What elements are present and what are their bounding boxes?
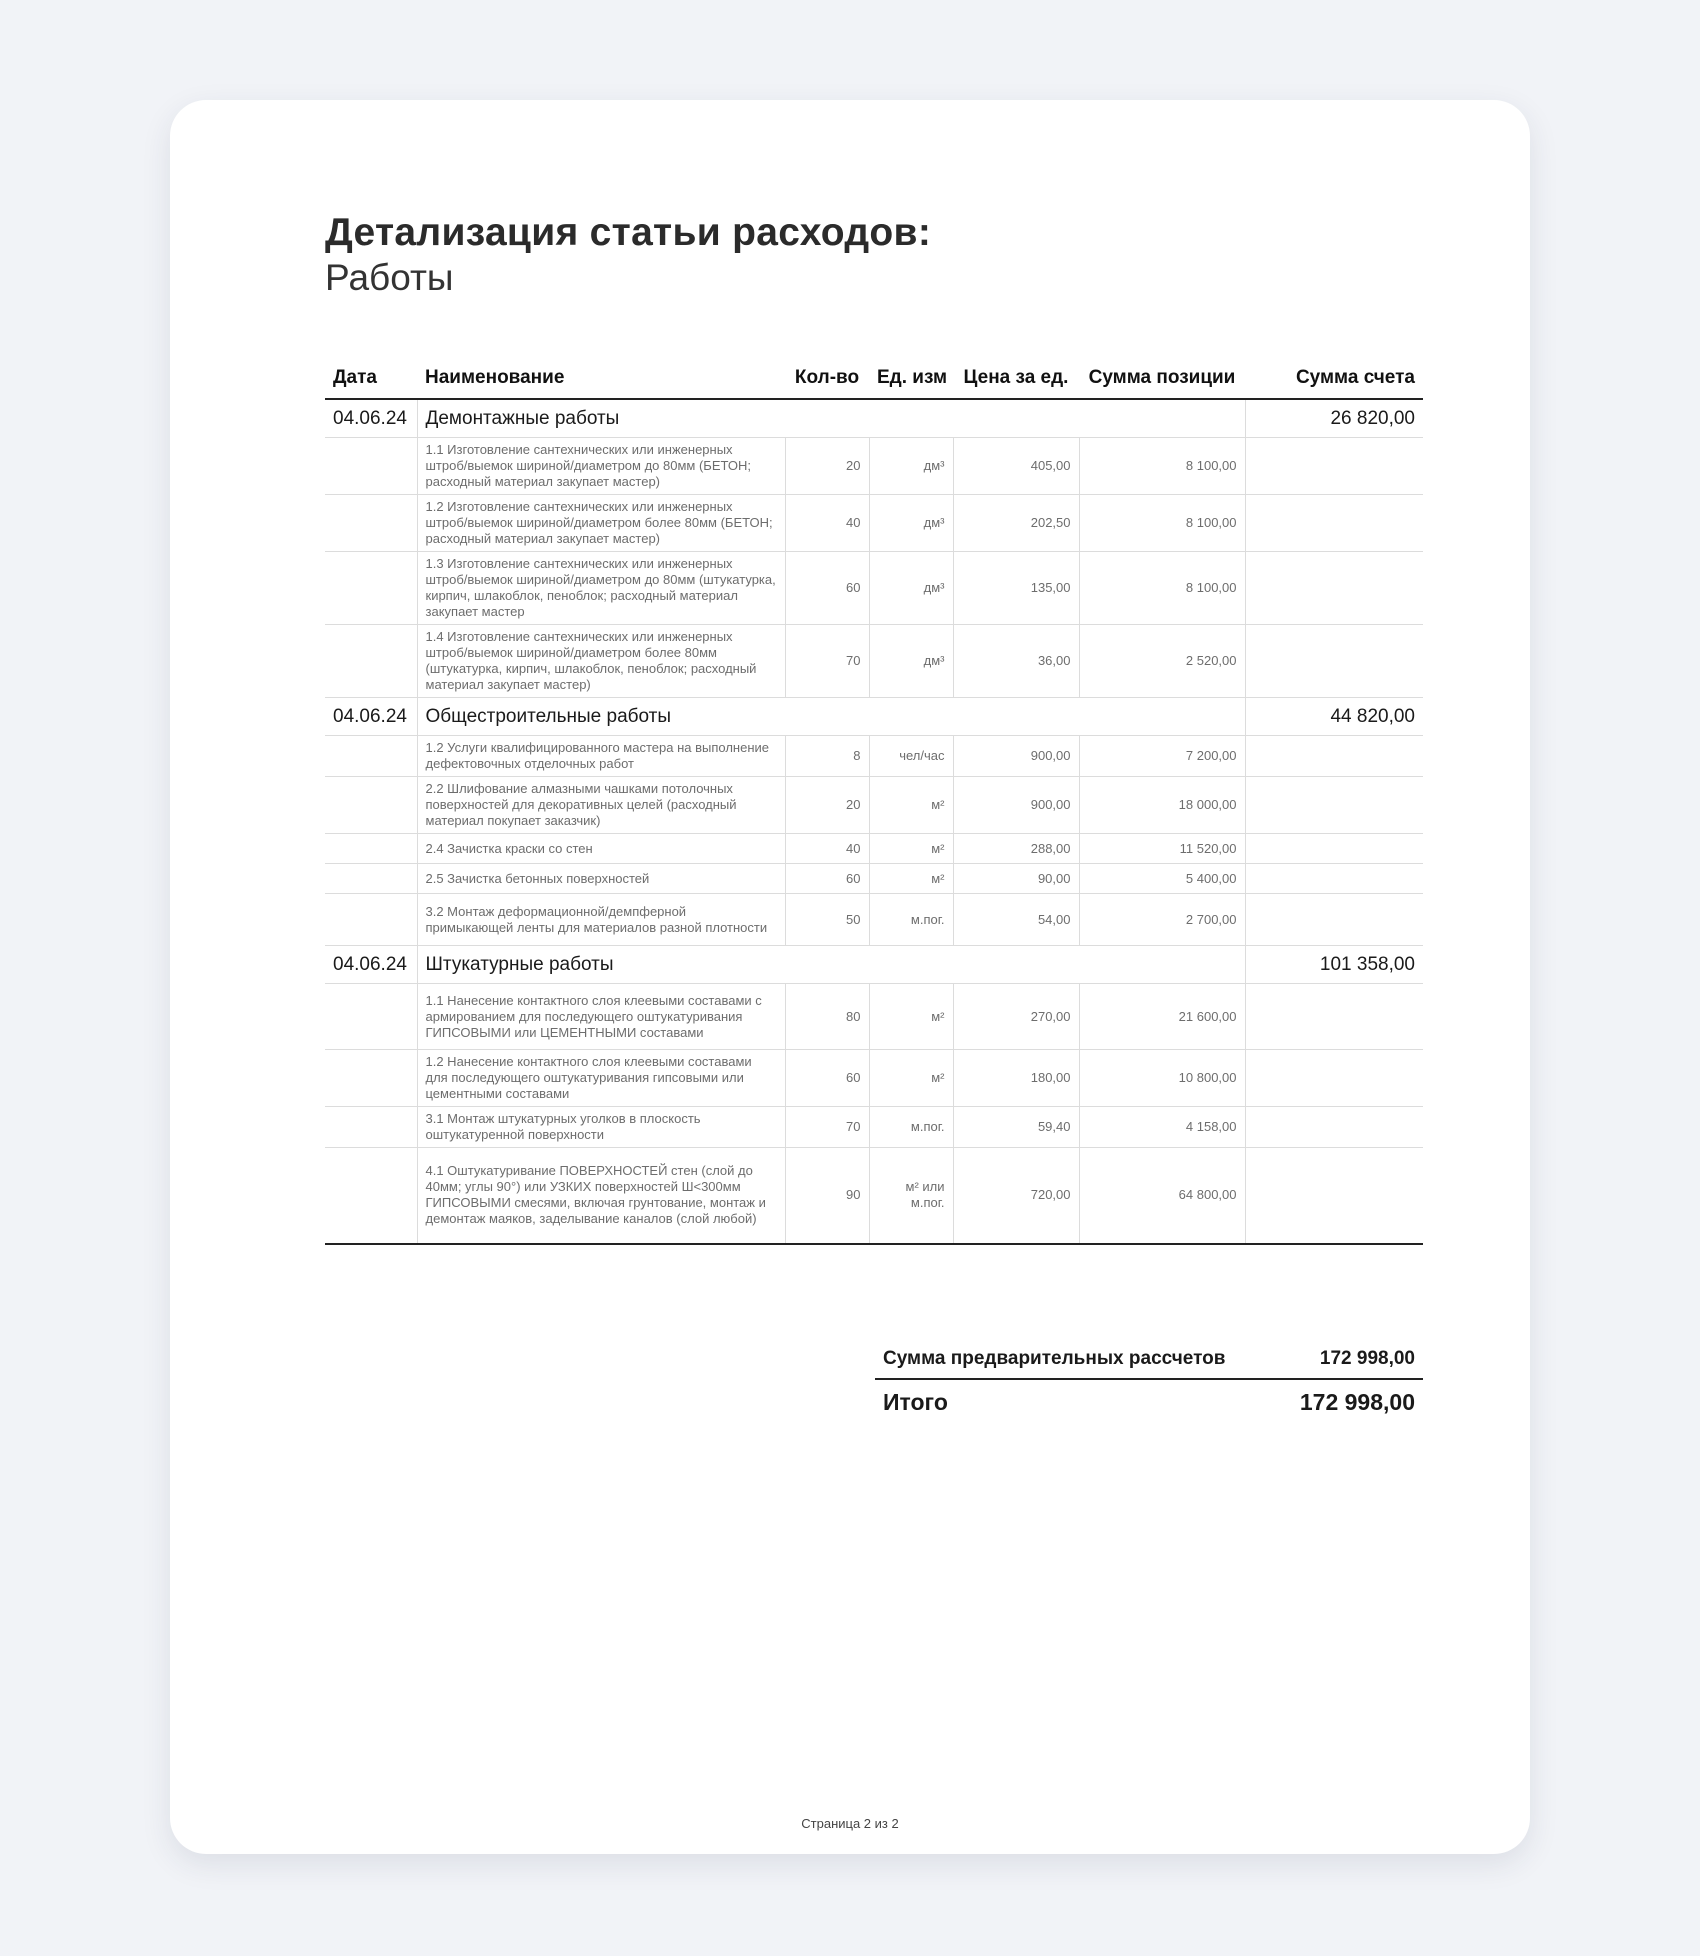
item-unit: м.пог. bbox=[869, 894, 953, 946]
col-header-name: Наименование bbox=[417, 358, 785, 399]
item-sum: 2 700,00 bbox=[1079, 894, 1245, 946]
item-name: 3.1 Монтаж штукатурных уголков в плоскость оштукатуренной поверхности bbox=[417, 1107, 785, 1148]
item-qty: 70 bbox=[785, 625, 869, 698]
group-date: 04.06.24 bbox=[325, 698, 417, 736]
item-sum: 8 100,00 bbox=[1079, 552, 1245, 625]
item-name: 4.1 Оштукатуривание ПОВЕРХНОСТЕЙ стен (слой до 40мм; углы 90°) или УЗКИХ поверхностей Ш<300мм ГИПСОВЫМИ смесями, включая грунтование, монтаж и демонтаж маяков, заделывание каналов (слой любой) bbox=[417, 1148, 785, 1244]
item-unit: м² bbox=[869, 834, 953, 864]
group-name: Общестроительные работы bbox=[417, 698, 1245, 736]
group-row bbox=[325, 698, 1423, 736]
item-name: 2.4 Зачистка краски со стен bbox=[417, 834, 785, 864]
item-qty: 50 bbox=[785, 894, 869, 946]
group-row bbox=[325, 399, 1423, 438]
item-sum: 21 600,00 bbox=[1079, 984, 1245, 1050]
col-header-invoice-sum: Сумма счета bbox=[1245, 358, 1423, 399]
group-row bbox=[325, 946, 1423, 984]
item-name: 1.2 Услуги квалифицированного мастера на выполнение дефектовочных отделочных работ bbox=[417, 736, 785, 777]
table-row bbox=[325, 495, 1423, 552]
item-qty: 70 bbox=[785, 1107, 869, 1148]
item-unit: м² или м.пог. bbox=[869, 1148, 953, 1244]
item-name: 1.2 Изготовление сантехнических или инженерных штроб/выемок шириной/диаметром более 80мм (БЕТОН; расходный материал закупает мастер) bbox=[417, 495, 785, 552]
item-qty: 60 bbox=[785, 1050, 869, 1107]
item-price: 180,00 bbox=[953, 1050, 1079, 1107]
table-header bbox=[325, 358, 1423, 399]
page-subtitle: Работы bbox=[325, 257, 454, 298]
item-sum: 7 200,00 bbox=[1079, 736, 1245, 777]
table-row bbox=[325, 1148, 1423, 1244]
group-total: 101 358,00 bbox=[1245, 946, 1423, 984]
item-price: 288,00 bbox=[953, 834, 1079, 864]
table-row bbox=[325, 864, 1423, 894]
final-total-row bbox=[875, 1380, 1423, 1424]
final-total-value: 172 998,00 bbox=[1299, 1388, 1415, 1415]
item-unit: м² bbox=[869, 984, 953, 1050]
title-block bbox=[325, 210, 931, 300]
item-name: 3.2 Монтаж деформационной/демпферной примыкающей ленты для материалов разной плотности bbox=[417, 894, 785, 946]
col-header-price: Цена за ед. bbox=[953, 358, 1079, 399]
table-row bbox=[325, 625, 1423, 698]
item-price: 59,40 bbox=[953, 1107, 1079, 1148]
document-page bbox=[170, 100, 1530, 1854]
item-unit: м.пог. bbox=[869, 1107, 953, 1148]
item-name: 2.2 Шлифование алмазными чашками потолочных поверхностей для декоративных целей (расходный материал покупает заказчик) bbox=[417, 777, 785, 834]
item-sum: 10 800,00 bbox=[1079, 1050, 1245, 1107]
item-qty: 40 bbox=[785, 495, 869, 552]
item-price: 900,00 bbox=[953, 736, 1079, 777]
item-qty: 60 bbox=[785, 552, 869, 625]
page-title: Детализация статьи расходов: bbox=[325, 211, 932, 254]
item-unit: дм³ bbox=[869, 625, 953, 698]
preliminary-total-value: 172 998,00 bbox=[1319, 1348, 1415, 1369]
item-name: 1.1 Нанесение контактного слоя клеевыми составами с армированием для последующего оштукатуривания ГИПСОВЫМИ или ЦЕМЕНТНЫМИ составами bbox=[417, 984, 785, 1050]
item-sum: 18 000,00 bbox=[1079, 777, 1245, 834]
item-price: 405,00 bbox=[953, 438, 1079, 495]
col-header-date: Дата bbox=[325, 358, 417, 399]
item-price: 202,50 bbox=[953, 495, 1079, 552]
item-price: 36,00 bbox=[953, 625, 1079, 698]
item-unit: дм³ bbox=[869, 552, 953, 625]
col-header-position-sum: Сумма позиции bbox=[1079, 358, 1245, 399]
item-sum: 8 100,00 bbox=[1079, 438, 1245, 495]
table-row bbox=[325, 1050, 1423, 1107]
item-name: 1.3 Изготовление сантехнических или инженерных штроб/выемок шириной/диаметром до 80мм (штукатурка, кирпич, шлакоблок, пеноблок; расходный материал закупает мастер bbox=[417, 552, 785, 625]
item-unit: м² bbox=[869, 1050, 953, 1107]
item-name: 1.2 Нанесение контактного слоя клеевыми составами для последующего оштукатуривания гипсовыми или цементными составами bbox=[417, 1050, 785, 1107]
item-sum: 11 520,00 bbox=[1079, 834, 1245, 864]
item-qty: 8 bbox=[785, 736, 869, 777]
table-row bbox=[325, 834, 1423, 864]
group-total: 26 820,00 bbox=[1245, 399, 1423, 438]
preliminary-total-label: Сумма предварительных рассчетов bbox=[883, 1348, 1226, 1369]
table-row bbox=[325, 777, 1423, 834]
group-name: Штукатурные работы bbox=[417, 946, 1245, 984]
item-qty: 40 bbox=[785, 834, 869, 864]
item-unit: м² bbox=[869, 777, 953, 834]
item-unit: м² bbox=[869, 864, 953, 894]
item-qty: 60 bbox=[785, 864, 869, 894]
item-unit: дм³ bbox=[869, 438, 953, 495]
item-sum: 8 100,00 bbox=[1079, 495, 1245, 552]
col-header-unit: Ед. изм bbox=[869, 358, 953, 399]
group-name: Демонтажные работы bbox=[417, 399, 1245, 438]
item-qty: 20 bbox=[785, 777, 869, 834]
item-sum: 5 400,00 bbox=[1079, 864, 1245, 894]
item-sum: 64 800,00 bbox=[1079, 1148, 1245, 1244]
expense-table bbox=[325, 358, 1423, 1245]
item-price: 90,00 bbox=[953, 864, 1079, 894]
table-row bbox=[325, 552, 1423, 625]
final-total-label: Итого bbox=[883, 1388, 948, 1415]
item-name: 2.5 Зачистка бетонных поверхностей bbox=[417, 864, 785, 894]
table-row bbox=[325, 736, 1423, 777]
table-row bbox=[325, 984, 1423, 1050]
item-qty: 20 bbox=[785, 438, 869, 495]
item-price: 270,00 bbox=[953, 984, 1079, 1050]
table-row bbox=[325, 894, 1423, 946]
page-number: Страница 2 из 2 bbox=[801, 1816, 899, 1831]
item-qty: 90 bbox=[785, 1148, 869, 1244]
table-row bbox=[325, 438, 1423, 495]
totals-block bbox=[875, 1340, 1423, 1424]
item-unit: дм³ bbox=[869, 495, 953, 552]
item-qty: 80 bbox=[785, 984, 869, 1050]
group-total: 44 820,00 bbox=[1245, 698, 1423, 736]
group-date: 04.06.24 bbox=[325, 946, 417, 984]
preliminary-total-row bbox=[875, 1340, 1423, 1380]
item-name: 1.4 Изготовление сантехнических или инженерных штроб/выемок шириной/диаметром более 80мм (штукатурка, кирпич, шлакоблок, пеноблок; расходный материал закупает мастер) bbox=[417, 625, 785, 698]
item-price: 720,00 bbox=[953, 1148, 1079, 1244]
group-date: 04.06.24 bbox=[325, 399, 417, 438]
item-unit: чел/час bbox=[869, 736, 953, 777]
item-price: 900,00 bbox=[953, 777, 1079, 834]
col-header-qty: Кол-во bbox=[785, 358, 869, 399]
item-price: 54,00 bbox=[953, 894, 1079, 946]
item-sum: 4 158,00 bbox=[1079, 1107, 1245, 1148]
item-price: 135,00 bbox=[953, 552, 1079, 625]
table-row bbox=[325, 1107, 1423, 1148]
item-name: 1.1 Изготовление сантехнических или инженерных штроб/выемок шириной/диаметром до 80мм (БЕТОН; расходный материал закупает мастер) bbox=[417, 438, 785, 495]
item-sum: 2 520,00 bbox=[1079, 625, 1245, 698]
